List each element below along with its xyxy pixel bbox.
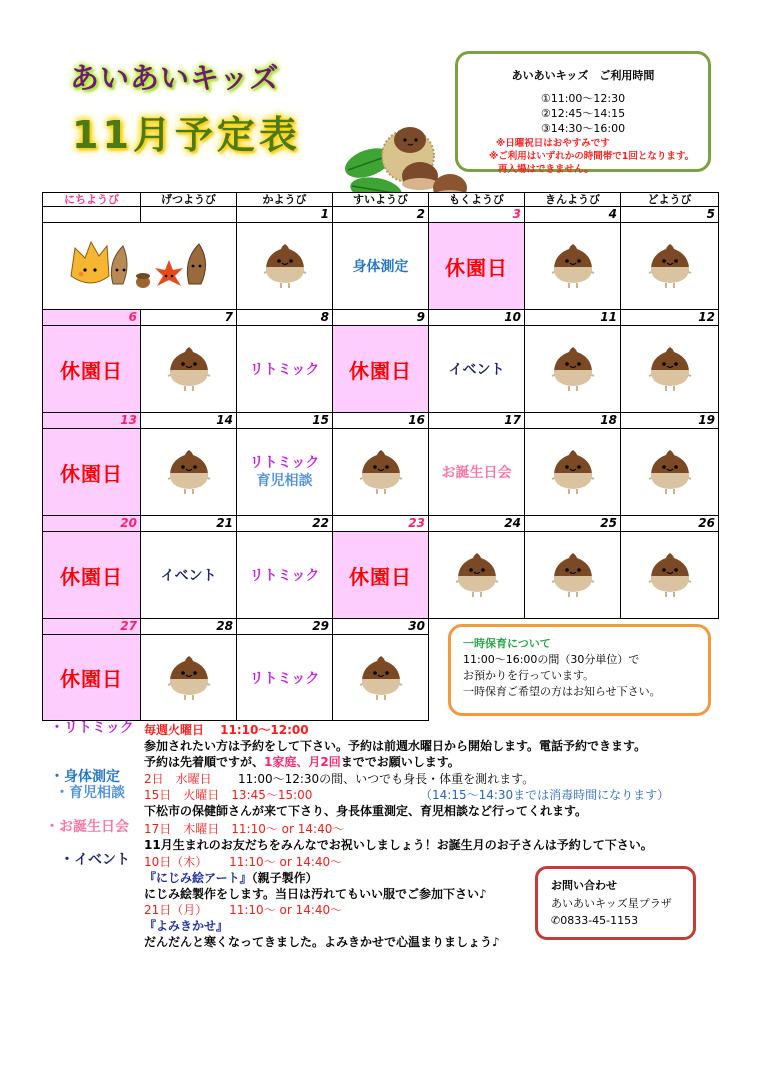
note-text: 11:00～12:30の間、いつでも身長・体重を測れます。 bbox=[238, 772, 535, 786]
weekday-mon: げつようび bbox=[140, 192, 237, 207]
temp-care-line: お預かりを行っています。 bbox=[463, 669, 595, 682]
day-cell-normal bbox=[620, 325, 719, 413]
chestnut-character-icon bbox=[161, 339, 217, 399]
weekday-thu: もくようび bbox=[428, 192, 525, 207]
day-cell-normal bbox=[620, 222, 719, 310]
day-cell-event bbox=[332, 222, 429, 310]
day-cell-normal bbox=[428, 531, 525, 619]
chestnut-character-icon bbox=[545, 236, 601, 296]
day-cell-closed bbox=[42, 428, 141, 516]
weekday-sat: どようび bbox=[620, 192, 719, 207]
date-number: 20 bbox=[42, 515, 141, 532]
day-cell-normal bbox=[524, 222, 621, 310]
chestnut-character-icon bbox=[545, 442, 601, 502]
closed-label: 休園日 bbox=[60, 667, 123, 691]
date-number: 27 bbox=[42, 618, 141, 635]
temp-care-line: 11:00～16:00の間（30分単位）で bbox=[463, 653, 640, 666]
day-cell-closed bbox=[332, 531, 429, 619]
date-number: 12 bbox=[620, 309, 719, 326]
note-text: 参加されたい方は予約をして下さい。予約は前週水曜日から開始します。電話予約できます。 bbox=[144, 739, 647, 753]
event-label: イベント bbox=[448, 362, 505, 378]
note-label-consult: ・育児相談 bbox=[55, 785, 125, 801]
note-highlight: 1家庭、月2回 bbox=[264, 755, 341, 769]
hours-info-box bbox=[455, 51, 711, 175]
date-number bbox=[42, 206, 141, 223]
day-cell-normal bbox=[524, 428, 621, 516]
date-number: 3 bbox=[428, 206, 525, 223]
event-label: 育児相談 bbox=[256, 473, 313, 489]
day-cell-normal bbox=[140, 428, 237, 516]
day-cell-normal bbox=[140, 325, 237, 413]
contact-name: あいあいキッズ星プラザ bbox=[551, 897, 672, 910]
event-label: リトミック bbox=[249, 670, 320, 687]
date-number: 1 bbox=[236, 206, 333, 223]
hours-note-holidays: ※日曜祝日はおやすみです bbox=[496, 138, 610, 149]
date-number: 16 bbox=[332, 412, 429, 429]
contact-box bbox=[535, 866, 696, 940]
hours-note-reentry: 再入場はできません。 bbox=[498, 164, 594, 175]
day-cell-closed bbox=[332, 325, 429, 413]
chestnut-character-icon bbox=[161, 442, 217, 502]
day-cell-closed bbox=[42, 531, 141, 619]
date-number: 28 bbox=[140, 618, 237, 635]
date-number: 9 bbox=[332, 309, 429, 326]
chestnut-character-icon bbox=[642, 442, 698, 502]
chestnut-character-icon bbox=[642, 236, 698, 296]
date-number: 6 bbox=[42, 309, 141, 326]
date-number: 15 bbox=[236, 412, 333, 429]
note-text bbox=[144, 754, 460, 770]
day-cell-event bbox=[236, 634, 333, 721]
note-schedule-event-1: 10日（木） 11:10～ or 14:40～ bbox=[144, 855, 343, 869]
contact-phone-row bbox=[551, 912, 693, 929]
closed-label: 休園日 bbox=[445, 255, 508, 280]
date-number: 21 bbox=[140, 515, 237, 532]
chestnut-character-icon bbox=[545, 339, 601, 399]
date-number: 14 bbox=[140, 412, 237, 429]
event-label: リトミック bbox=[249, 362, 320, 378]
day-cell-event bbox=[236, 531, 333, 619]
note-text: だんだんと寒くなってきました。よみきかせで心温まりましょう♪ bbox=[144, 935, 500, 949]
event-subtitle: （親子製作） bbox=[251, 871, 318, 885]
date-number: 10 bbox=[428, 309, 525, 326]
event-label: 身体測定 bbox=[352, 259, 409, 275]
weekday-tue: かようび bbox=[236, 192, 333, 207]
date-number: 30 bbox=[332, 618, 429, 635]
phone-icon: ✆ bbox=[551, 914, 561, 927]
day-cell-normal bbox=[332, 428, 429, 516]
date-number: 24 bbox=[428, 515, 525, 532]
date-number: 23 bbox=[332, 515, 429, 532]
date-number: 8 bbox=[236, 309, 333, 326]
chestnut-character-icon bbox=[642, 339, 698, 399]
day-cell-closed bbox=[42, 325, 141, 413]
date-number: 17 bbox=[428, 412, 525, 429]
facility-name: あいあいキッズ bbox=[70, 61, 280, 95]
note-text-part: 予約は先着順ですが、 bbox=[144, 755, 265, 769]
decoration-cell bbox=[42, 222, 237, 310]
hours-title: あいあいキッズ ご利用時間 bbox=[511, 69, 655, 82]
day-cell-normal bbox=[620, 531, 719, 619]
day-cell-event bbox=[236, 325, 333, 413]
note-label-measure: ・身体測定 bbox=[50, 769, 120, 785]
event-title: 『にじみ絵アート』 bbox=[144, 871, 252, 885]
note-text-part: まででお願いします。 bbox=[340, 755, 460, 769]
page-title: 11月予定表 bbox=[72, 113, 301, 157]
day-cell-closed bbox=[42, 634, 141, 721]
closed-label: 休園日 bbox=[60, 461, 123, 486]
date-number: 7 bbox=[140, 309, 237, 326]
event-label: リトミック bbox=[249, 455, 320, 471]
closed-label: 休園日 bbox=[349, 358, 412, 383]
date-number: 22 bbox=[236, 515, 333, 532]
event-label: お誕生日会 bbox=[441, 465, 512, 481]
chestnut-character-icon bbox=[353, 442, 409, 502]
day-cell-event bbox=[428, 325, 525, 413]
note-text: 下松市の保健師さんが来て下さり、身長体重測定、育児相談など行ってくれます。 bbox=[144, 804, 588, 818]
temporary-care-box bbox=[448, 624, 711, 716]
hours-slot-2: ②12:45～14:15 bbox=[540, 107, 626, 120]
temp-care-line: 一時保育ご希望の方はお知らせ下さい。 bbox=[463, 685, 661, 698]
day-cell-normal bbox=[332, 634, 429, 721]
hours-slot-3: ③14:30～16:00 bbox=[540, 122, 626, 135]
note-label-rhythmic: ・リトミック bbox=[50, 720, 134, 736]
contact-phone[interactable]: 0833-45-1153 bbox=[560, 914, 639, 927]
note-text: にじみ絵製作をします。当日は汚れてもいい服でご参加下さい♪ bbox=[144, 887, 487, 901]
day-cell-normal bbox=[524, 325, 621, 413]
day-cell-normal bbox=[140, 634, 237, 721]
chestnut-character-icon bbox=[353, 648, 409, 708]
note-event-1-title bbox=[144, 870, 318, 886]
hours-slot-1: ①11:00～12:30 bbox=[540, 92, 626, 105]
date-number: 18 bbox=[524, 412, 621, 429]
note-aside-consult: （14:15～14:30までは消毒時間になります） bbox=[420, 788, 670, 802]
chestnut-character-icon bbox=[642, 545, 698, 605]
date-number: 11 bbox=[524, 309, 621, 326]
day-cell-event bbox=[140, 531, 237, 619]
day-cell-event bbox=[428, 428, 525, 516]
day-cell-normal bbox=[236, 222, 333, 310]
day-cell-normal bbox=[620, 428, 719, 516]
note-schedule-event-2: 21日（月） 11:10～ or 14:40～ bbox=[144, 903, 343, 917]
weekday-fri: きんようび bbox=[524, 192, 621, 207]
contact-title: お問い合わせ bbox=[551, 879, 617, 892]
chestnut-character-icon bbox=[545, 545, 601, 605]
autumn-leaves-illustration bbox=[65, 236, 215, 296]
date-number: 25 bbox=[524, 515, 621, 532]
date-number: 29 bbox=[236, 618, 333, 635]
closed-label: 休園日 bbox=[60, 358, 123, 383]
closed-label: 休園日 bbox=[349, 564, 412, 589]
date-number: 2 bbox=[332, 206, 429, 223]
day-cell-normal bbox=[524, 531, 621, 619]
event-label: イベント bbox=[160, 568, 217, 584]
date-number: 13 bbox=[42, 412, 141, 429]
chestnut-character-icon bbox=[257, 236, 313, 296]
event-label: リトミック bbox=[249, 568, 320, 584]
note-label-event: ・イベント bbox=[60, 852, 130, 868]
chestnut-character-icon bbox=[161, 648, 217, 708]
date-number: 5 bbox=[620, 206, 719, 223]
note-schedule-measure: 2日 水曜日 bbox=[144, 772, 212, 786]
day-cell-event bbox=[236, 428, 333, 516]
note-schedule-rhythmic: 毎週火曜日 11:10～12:00 bbox=[144, 723, 309, 737]
weekday-sun: にちようび bbox=[42, 192, 141, 207]
note-schedule-birthday: 17日 木曜日 11:10～ or 14:40～ bbox=[144, 822, 345, 836]
date-number: 4 bbox=[524, 206, 621, 223]
hours-note-once: ※ご利用はいずれかの時間帯で1回となります。 bbox=[489, 151, 695, 162]
note-text: 11月生まれのお友だちをみんなでお祝いしましょう！お誕生月のお子さんは予約して下さい。 bbox=[144, 838, 653, 852]
date-number: 26 bbox=[620, 515, 719, 532]
date-number bbox=[140, 206, 237, 223]
date-number: 19 bbox=[620, 412, 719, 429]
closed-label: 休園日 bbox=[60, 564, 123, 589]
chestnut-character-icon bbox=[449, 545, 505, 605]
weekday-wed: すいようび bbox=[332, 192, 429, 207]
note-label-birthday: ・お誕生日会 bbox=[45, 819, 129, 835]
temp-care-title: 一時保育について bbox=[463, 637, 551, 650]
page-header bbox=[60, 48, 340, 178]
note-schedule-consult: 15日 火曜日 13:45～15:00 bbox=[144, 788, 313, 802]
event-title: 『よみきかせ』 bbox=[144, 919, 229, 933]
day-cell-closed bbox=[428, 222, 525, 310]
